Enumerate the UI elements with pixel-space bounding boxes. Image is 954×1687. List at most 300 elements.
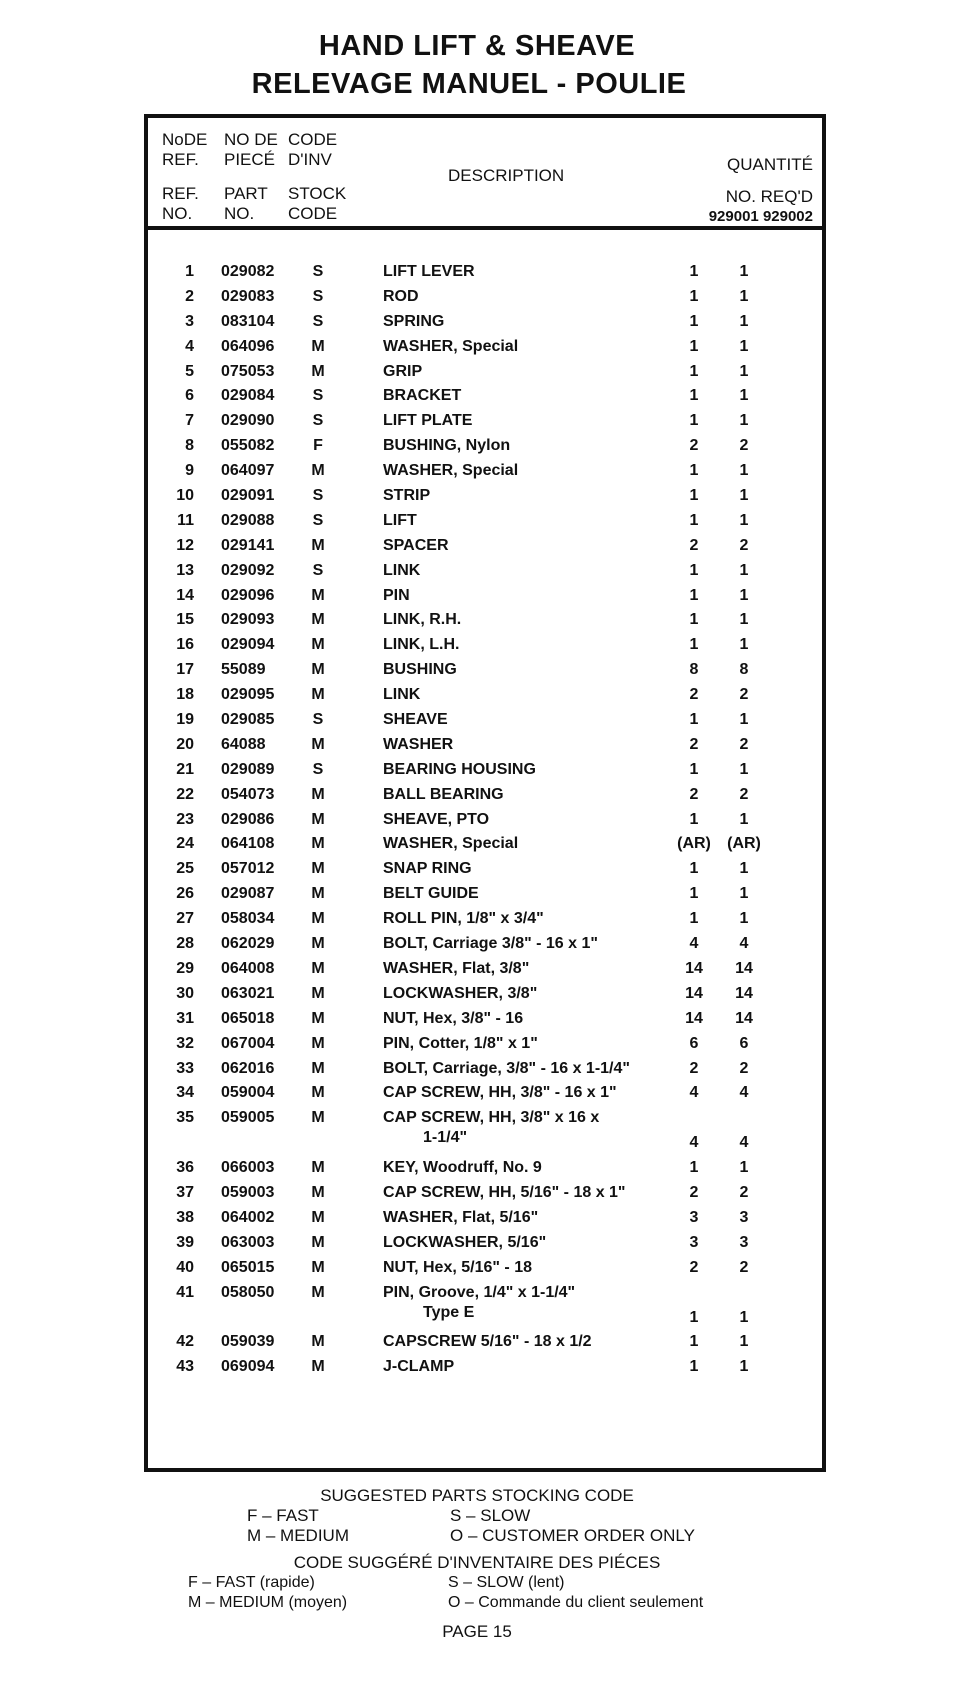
ref-cell: 16 — [176, 636, 194, 654]
qty-929002-cell: 1 — [739, 611, 749, 629]
part-number-cell: 062016 — [221, 1059, 275, 1077]
description-cell — [383, 262, 475, 282]
description-text: WASHER, Special — [383, 835, 519, 853]
stock-code-cell: M — [311, 1358, 325, 1376]
qty-929002-cell: 1 — [739, 312, 749, 330]
part-number-cell: 029085 — [221, 711, 275, 729]
ref-cell: 17 — [176, 661, 194, 679]
qty-929002-cell: 1 — [739, 1333, 749, 1351]
qty-929001-cell: 1 — [689, 586, 699, 604]
header-part-fr-1: NO DE — [224, 130, 278, 149]
description-text: SNAP RING — [383, 860, 472, 878]
stock-code-cell: M — [311, 661, 325, 679]
qty-929002-cell: 1 — [739, 462, 749, 480]
qty-929001-cell: 2 — [689, 686, 699, 704]
part-number-cell: 054073 — [221, 785, 275, 803]
description-text: BUSHING — [383, 661, 457, 679]
description-text: ROD — [383, 287, 419, 305]
qty-929002-cell: 3 — [739, 1208, 749, 1226]
description-cell — [383, 436, 510, 456]
table-row — [148, 959, 822, 984]
qty-929001-cell: 1 — [689, 412, 699, 430]
header-description: DESCRIPTION — [448, 166, 565, 185]
table-row — [148, 312, 822, 337]
description-cell — [383, 685, 420, 705]
description-text: LIFT — [383, 511, 417, 529]
description-text: CAP SCREW, HH, 3/8" x 16 x — [383, 1109, 600, 1127]
qty-929001-cell: 2 — [689, 437, 699, 455]
ref-cell: 2 — [185, 287, 194, 305]
description-text: LINK — [383, 686, 421, 704]
qty-929002-cell: 1 — [739, 586, 749, 604]
description-text: BEARING HOUSING — [383, 760, 536, 778]
description-cell — [383, 884, 479, 904]
stock-code-cell: S — [312, 312, 324, 330]
part-number-cell: 029094 — [221, 636, 275, 654]
qty-929002-cell: 1 — [739, 362, 749, 380]
ref-cell: 31 — [176, 1009, 194, 1027]
description-cell — [383, 760, 536, 780]
table-row — [148, 586, 822, 611]
description-text: SPACER — [383, 536, 449, 554]
table-row — [148, 1208, 822, 1233]
part-number-cell: 029086 — [221, 810, 275, 828]
ref-cell: 34 — [176, 1084, 194, 1102]
description-text: LIFT PLATE — [383, 412, 473, 430]
table-row — [148, 710, 822, 735]
table-row — [148, 1083, 822, 1108]
ref-cell: 1 — [185, 263, 194, 280]
stock-code-cell: M — [311, 1159, 325, 1177]
ref-cell: 15 — [176, 611, 194, 629]
qty-929001-cell: 2 — [689, 536, 699, 554]
qty-929001-cell: 1 — [689, 1333, 699, 1351]
description-text: LOCKWASHER, 3/8" — [383, 984, 538, 1002]
table-header — [148, 118, 822, 230]
stock-code-cell: M — [311, 885, 325, 903]
qty-929001-cell: 1 — [689, 387, 699, 405]
header-ref-en-2: NO. — [162, 204, 193, 223]
stock-code-cell: M — [311, 1283, 325, 1301]
stock-code-cell: S — [312, 711, 324, 729]
part-number-cell: 059003 — [221, 1183, 275, 1201]
stock-code-cell: M — [311, 1183, 325, 1201]
ref-cell: 9 — [185, 462, 194, 480]
qty-929002-cell: 2 — [739, 536, 749, 554]
part-number-cell: 029084 — [221, 387, 275, 405]
qty-929002-cell: 2 — [739, 1183, 749, 1201]
ref-cell: 40 — [176, 1258, 194, 1276]
part-number-cell: 029095 — [221, 686, 275, 704]
stock-code-cell: M — [311, 1009, 325, 1027]
part-number-cell: 029091 — [221, 487, 275, 505]
description-text: WASHER, Flat, 3/8" — [383, 959, 530, 977]
table-row — [148, 1233, 822, 1258]
part-number-cell: 066003 — [221, 1159, 275, 1177]
description-cell — [383, 1233, 546, 1253]
qty-929002-cell: 1 — [739, 860, 749, 878]
table-row — [148, 834, 822, 859]
part-number-cell: 063003 — [221, 1233, 275, 1251]
part-number-cell: 057012 — [221, 860, 275, 878]
description-text: PIN, Cotter, 1/8" x 1" — [383, 1034, 538, 1052]
table-row — [148, 685, 822, 710]
qty-929001-cell: 14 — [685, 984, 703, 1002]
part-number-cell: 062029 — [221, 935, 275, 953]
header-stock-column — [288, 130, 346, 224]
ref-cell: 23 — [176, 810, 194, 828]
ref-cell: 7 — [185, 412, 194, 430]
description-text: SHEAVE — [383, 711, 448, 729]
qty-929002-cell: 1 — [739, 387, 749, 405]
part-number-cell: 065015 — [221, 1258, 275, 1276]
stock-code-cell: M — [311, 1333, 325, 1351]
parts-table — [144, 114, 826, 1472]
qty-929002-cell: 4 — [739, 935, 749, 953]
header-stock-en-2: CODE — [288, 204, 338, 223]
part-number-cell: 059005 — [221, 1109, 275, 1127]
qty-929002-cell: 1 — [739, 287, 749, 305]
part-number-cell: 064096 — [221, 337, 275, 355]
stock-code-cell: M — [311, 984, 325, 1002]
stock-code-cell: S — [312, 263, 324, 280]
description-cell — [383, 660, 457, 680]
stock-code-cell: M — [311, 337, 325, 355]
table-row — [148, 810, 822, 835]
ref-cell: 24 — [176, 835, 194, 853]
table-row — [148, 411, 822, 436]
description-cell — [383, 386, 461, 406]
description-cell — [383, 635, 459, 655]
table-row — [148, 1183, 822, 1208]
description-cell — [383, 810, 489, 830]
description-cell — [383, 610, 461, 630]
stock-code-cell: M — [311, 1233, 325, 1251]
description-cell — [383, 1208, 538, 1228]
qty-929001-cell: (AR) — [677, 835, 711, 853]
table-row — [148, 511, 822, 536]
description-cell — [383, 312, 444, 332]
qty-929002-cell: 1 — [739, 636, 749, 654]
description-cell — [383, 1009, 523, 1029]
part-number-cell: 059004 — [221, 1084, 275, 1102]
stock-code-cell: F — [313, 437, 323, 455]
qty-929002-cell: 1 — [739, 263, 749, 280]
header-part-en-2: NO. — [224, 204, 255, 223]
table-row — [148, 610, 822, 635]
stock-code-cell: M — [311, 1258, 325, 1276]
ref-cell: 6 — [185, 387, 194, 405]
qty-929002-cell: 14 — [735, 959, 753, 977]
legend-fr-medium: M – MEDIUM (moyen) — [188, 1594, 348, 1611]
part-number-cell: 058050 — [221, 1283, 275, 1301]
qty-929002-cell: 3 — [739, 1233, 749, 1251]
description-cell — [383, 710, 448, 730]
table-row — [148, 436, 822, 461]
qty-929002-cell: 1 — [739, 511, 749, 529]
stock-code-cell: M — [311, 735, 325, 753]
ref-cell: 37 — [176, 1183, 194, 1201]
header-qty-fr: QUANTITÉ — [727, 155, 813, 174]
qty-929001-cell: 1 — [689, 611, 699, 629]
part-number-cell: 029093 — [221, 611, 275, 629]
qty-929001-cell: 2 — [689, 735, 699, 753]
qty-929002-cell: 2 — [739, 686, 749, 704]
qty-929001-cell: 1 — [689, 810, 699, 828]
table-row — [148, 984, 822, 1009]
description-text: PIN — [383, 586, 410, 604]
stock-code-cell: M — [311, 611, 325, 629]
qty-929002-cell: 4 — [739, 1134, 749, 1152]
stock-code-cell: M — [311, 1084, 325, 1102]
part-number-cell: 069094 — [221, 1358, 275, 1376]
table-row — [148, 362, 822, 387]
table-row — [148, 1158, 822, 1183]
stock-code-cell: M — [311, 636, 325, 654]
stock-code-cell: M — [311, 910, 325, 928]
table-row — [148, 262, 822, 287]
ref-cell: 32 — [176, 1034, 194, 1052]
ref-cell: 27 — [176, 910, 194, 928]
description-text: NUT, Hex, 5/16" - 18 — [383, 1258, 532, 1276]
header-qty-en: NO. REQ'D — [725, 187, 813, 206]
stock-code-cell: M — [311, 1059, 325, 1077]
description-cell — [383, 287, 419, 307]
description-text: J-CLAMP — [383, 1358, 455, 1376]
description-continuation: 1-1/4" — [423, 1129, 468, 1147]
part-number-cell: 064097 — [221, 462, 275, 480]
header-part-column — [224, 130, 278, 224]
ref-cell: 29 — [176, 959, 194, 977]
description-text: BRACKET — [383, 387, 462, 405]
ref-cell: 21 — [176, 760, 194, 778]
qty-929001-cell: 8 — [689, 661, 699, 679]
qty-929002-cell: 1 — [739, 885, 749, 903]
description-cell — [383, 859, 472, 879]
ref-cell: 26 — [176, 885, 194, 903]
qty-929001-cell: 2 — [689, 1059, 699, 1077]
legend-en-slow: S – SLOW — [450, 1506, 531, 1525]
part-number-cell: 029141 — [221, 536, 275, 554]
ref-cell: 13 — [176, 561, 194, 579]
qty-929001-cell: 4 — [689, 935, 699, 953]
table-row — [148, 287, 822, 312]
part-number-cell: 064108 — [221, 835, 275, 853]
table-row — [148, 909, 822, 934]
header-part-en-1: PART — [224, 184, 268, 203]
qty-929002-cell: 2 — [739, 785, 749, 803]
ref-cell: 42 — [176, 1333, 194, 1351]
qty-929001-cell: 4 — [689, 1084, 699, 1102]
qty-929002-cell: 2 — [739, 735, 749, 753]
qty-929001-cell: 1 — [689, 312, 699, 330]
qty-929002-cell: 6 — [739, 1034, 749, 1052]
description-text: LINK, R.H. — [383, 611, 462, 629]
qty-929002-cell: 1 — [739, 412, 749, 430]
qty-929001-cell: 2 — [689, 1183, 699, 1201]
stock-code-cell: M — [311, 686, 325, 704]
table-row — [148, 1034, 822, 1059]
stock-code-cell: S — [312, 287, 324, 305]
qty-929001-cell: 3 — [689, 1208, 699, 1226]
ref-cell: 38 — [176, 1208, 194, 1226]
header-ref-column — [162, 130, 207, 224]
table-row — [148, 486, 822, 511]
qty-929002-cell: 1 — [739, 1308, 749, 1326]
description-cell — [383, 834, 518, 854]
table-row — [148, 1009, 822, 1034]
description-cell — [383, 1108, 599, 1148]
ref-cell: 14 — [176, 586, 194, 604]
description-text: ROLL PIN, 1/8" x 3/4" — [383, 910, 544, 928]
qty-929001-cell: 14 — [685, 1009, 703, 1027]
qty-929001-cell: 1 — [689, 1159, 699, 1177]
qty-929002-cell: 1 — [739, 561, 749, 579]
description-text: WASHER, Flat, 5/16" — [383, 1208, 539, 1226]
qty-929002-cell: 4 — [739, 1084, 749, 1102]
part-number-cell: 029089 — [221, 760, 275, 778]
qty-929001-cell: 2 — [689, 785, 699, 803]
table-row — [148, 1059, 822, 1084]
header-qty-models: 929001 929002 — [708, 208, 813, 225]
description-cell — [383, 1332, 592, 1352]
description-cell — [383, 1059, 630, 1079]
ref-cell: 19 — [176, 711, 194, 729]
page-title: HAND LIFT & SHEAVE — [318, 30, 636, 62]
table-row — [148, 735, 822, 760]
ref-cell: 28 — [176, 935, 194, 953]
part-number-cell: 059039 — [221, 1333, 275, 1351]
header-ref-fr-1: NoDE — [162, 130, 208, 149]
legend-en-medium: M – MEDIUM — [247, 1526, 349, 1545]
qty-929002-cell: 1 — [739, 337, 749, 355]
part-number-cell: 063021 — [221, 984, 275, 1002]
header-stock-fr-2: D'INV — [288, 150, 332, 169]
part-number-cell: 064002 — [221, 1208, 275, 1226]
part-number-cell: 029087 — [221, 885, 275, 903]
qty-929002-cell: 2 — [739, 1258, 749, 1276]
legend-en-fast: F – FAST — [247, 1506, 319, 1525]
header-stock-fr-1: CODE — [288, 130, 338, 149]
stock-code-cell: S — [312, 387, 324, 405]
description-text: WASHER — [383, 735, 454, 753]
part-number-cell: 058034 — [221, 910, 275, 928]
stock-code-cell: M — [311, 1208, 325, 1226]
stock-code-cell: S — [312, 412, 324, 430]
qty-929002-cell: 1 — [739, 760, 749, 778]
description-text: KEY, Woodruff, No. 9 — [383, 1159, 542, 1177]
ref-cell: 43 — [176, 1358, 194, 1376]
qty-929002-cell: 8 — [739, 661, 749, 679]
table-row — [148, 386, 822, 411]
description-cell — [383, 934, 598, 954]
part-number-cell: 64088 — [221, 735, 266, 753]
description-cell — [383, 461, 518, 481]
description-cell — [383, 1283, 575, 1323]
qty-929001-cell: 1 — [689, 362, 699, 380]
qty-929002-cell: 14 — [735, 984, 753, 1002]
description-text: LIFT LEVER — [383, 263, 475, 280]
ref-cell: 30 — [176, 984, 194, 1002]
description-text: CAP SCREW, HH, 5/16" - 18 x 1" — [383, 1183, 626, 1201]
part-number-cell: 029092 — [221, 561, 275, 579]
part-number-cell: 029082 — [221, 263, 275, 280]
header-quantity-column — [703, 155, 813, 227]
stock-code-cell: S — [312, 561, 324, 579]
qty-929002-cell: (AR) — [727, 835, 761, 853]
qty-929001-cell: 4 — [689, 1134, 699, 1152]
legend-en-order: O – CUSTOMER ORDER ONLY — [450, 1526, 695, 1545]
stock-code-cell: M — [311, 1034, 325, 1052]
qty-929001-cell: 6 — [689, 1034, 699, 1052]
qty-929001-cell: 1 — [689, 885, 699, 903]
part-number-cell: 029090 — [221, 412, 275, 430]
legend-fr-order: O – Commande du client seulement — [448, 1594, 704, 1611]
qty-929001-cell: 1 — [689, 1358, 699, 1376]
qty-929001-cell: 1 — [689, 760, 699, 778]
description-cell — [383, 1258, 532, 1278]
ref-cell: 3 — [185, 312, 194, 330]
qty-929001-cell: 1 — [689, 636, 699, 654]
ref-cell: 4 — [185, 337, 194, 355]
ref-cell: 22 — [176, 785, 194, 803]
qty-929001-cell: 3 — [689, 1233, 699, 1251]
legend-en-title: SUGGESTED PARTS STOCKING CODE — [320, 1486, 634, 1505]
stock-code-cell: M — [311, 536, 325, 554]
stock-code-cell: M — [311, 362, 325, 380]
stock-code-cell: M — [311, 462, 325, 480]
header-stock-en-1: STOCK — [288, 184, 347, 203]
part-number-cell: 029083 — [221, 287, 275, 305]
stock-code-cell: M — [311, 959, 325, 977]
description-cell — [383, 586, 410, 606]
ref-cell: 11 — [177, 511, 194, 529]
table-row — [148, 760, 822, 785]
qty-929002-cell: 2 — [739, 1059, 749, 1077]
table-row — [148, 337, 822, 362]
description-cell — [383, 536, 449, 556]
qty-929002-cell: 14 — [735, 1009, 753, 1027]
qty-929001-cell: 1 — [689, 711, 699, 729]
table-row — [148, 1332, 822, 1357]
table-row — [148, 1357, 822, 1382]
stock-code-cell: M — [311, 785, 325, 803]
ref-cell: 18 — [176, 686, 194, 704]
description-text: WASHER, Special — [383, 337, 519, 355]
description-text: CAP SCREW, HH, 3/8" - 16 x 1" — [383, 1084, 617, 1102]
qty-929002-cell: 1 — [739, 910, 749, 928]
qty-929001-cell: 14 — [685, 959, 703, 977]
description-cell — [383, 561, 420, 581]
stock-code-cell: M — [311, 860, 325, 878]
description-cell — [383, 1034, 538, 1054]
ref-cell: 33 — [176, 1059, 194, 1077]
page-number: PAGE 15 — [442, 1622, 512, 1641]
description-cell — [383, 1357, 454, 1377]
table-row — [148, 1283, 822, 1333]
description-cell — [383, 337, 518, 357]
table-row — [148, 536, 822, 561]
part-number-cell: 55089 — [221, 661, 266, 679]
qty-929001-cell: 1 — [689, 263, 699, 280]
table-row — [148, 934, 822, 959]
ref-cell: 39 — [176, 1233, 194, 1251]
table-row — [148, 859, 822, 884]
description-text: GRIP — [383, 362, 423, 380]
table-row — [148, 1108, 822, 1158]
stock-code-cell: S — [312, 487, 324, 505]
stock-code-cell: S — [312, 760, 324, 778]
